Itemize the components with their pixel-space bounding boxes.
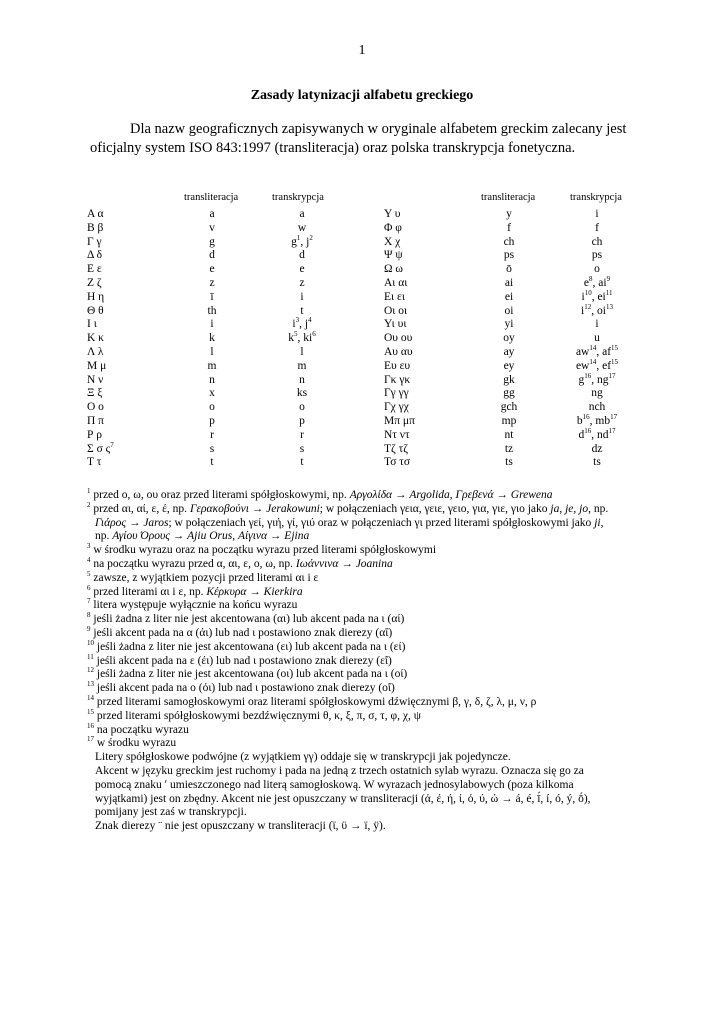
transcription: $i^3$, $j^4$ [292,316,312,331]
greek-letter: Β β [87,221,104,234]
transcription: z [299,276,305,289]
footnote-10: $^{10}$ jeśli żadna z liter nie jest akcentowana (ει) lub akcent pada na ι (εί) [87,638,406,653]
footnote-7: $^7$ litera występuje wyłącznie na końcu wyrazu [87,597,298,612]
greek-letter: Ζ ζ [87,276,102,289]
transcription: u [594,332,600,345]
transliteration: z [209,276,215,289]
footnote-17: $^{17}$ w środku wyrazu [87,735,177,750]
footnote-5: $^5$ zawsze, z wyjątkiem pozycji przed literami αι i ε [87,569,319,584]
footnote-14: $^{14}$ przed literami samogłoskowymi oraz literami spółgłoskowymi dźwięcznymi β, γ, δ, ζ, λ, μ, ν, ρ [87,694,537,708]
transcription: f [595,221,599,234]
footnote-2: $^2$ przed αι, αί, ε, έ, np. Γερακοβούνι → Jerakowuni; w połączeniach γεια, γειε, γειο, για, γιε, γιο jako ja, je, jo, np. [87,500,609,515]
transcription: i [595,208,599,220]
transliteration: mp [501,414,517,427]
footnote-4: $^4$ na początku wyrazu przed α, αι, ε, ο, ω, np. Ιωάννινα → Joanina [87,556,393,570]
footnotes [87,489,647,834]
transliteration: p [209,414,215,427]
transcription: $i^{10}$, $ei^{11}$ [581,288,613,303]
greek-letter: Γγ γγ [384,387,409,400]
transliteration: ei [504,290,514,303]
greek-letter: Ι ι [87,318,97,331]
greek-letter: Π π [87,414,104,427]
transcription: ng [591,387,603,400]
greek-letter: Οι οι [384,304,408,317]
footnote-8: $^8$ jeśli żadna z liter nie jest akcentowana (αι) lub akcent pada na ι (αί) [87,611,405,626]
greek-letter: Φ φ [384,221,402,234]
transcription: s [299,442,305,455]
transcription: ks [296,387,308,400]
transcription: $g^{16}$, $ng^{17}$ [578,371,616,386]
greek-letter: Μπ μπ [384,414,415,427]
greek-letter: Τζ τζ [384,442,409,455]
transliteration: oy [503,332,515,345]
greek-letter: Ε ε [87,263,102,276]
final-note-3: pomocą znaku ʹ umieszczonego nad literą samogłoskową. W wyrazach jednosylabowych (poza kilkoma [95,778,574,791]
greek-letter: Η η [87,290,105,303]
greek-letter: Κ κ [87,332,104,345]
transliteration: ō [506,263,512,276]
transcription: r [300,428,304,441]
footnote-9: $^9$ jeśli akcent pada na α (άι) lub nad ι postawiono znak dierezy (αΐ) [87,625,393,639]
transliteration: t [210,456,214,469]
greek-letter: Αυ αυ [384,345,413,358]
transliteration: d [209,249,215,262]
transliteration: ī [210,290,214,303]
footnote-15: $^{15}$ przed literami spółgłoskowymi bezdźwięcznymi θ, κ, ξ, π, σ, τ, φ, χ, ψ [87,707,421,722]
footnote-3: $^3$ w środku wyrazu oraz na początku wyrazu przed literami spółgłoskowymi [87,542,437,557]
transliteration: ts [505,456,513,469]
transcription: m [297,359,307,372]
greek-letter: Δ δ [87,249,103,262]
transcription: nch [588,401,606,414]
intro-paragraph: Dla nazw geograficznych zapisywanych w oryginale alfabetem greckim zalecany jest oficjalny system ISO 843:1997 (transliteracja) oraz polska transkrypcja fonetyczna. [90,121,627,156]
transcription: w [297,221,307,234]
final-note-2: Akcent w języku greckim jest ruchomy i pada na jedną z trzech ostatnich sylab wyrazu. Oznacza się go za [95,764,584,777]
transliteration: ey [503,359,515,372]
transcription: o [594,263,600,276]
transcription: $d^{16}$, $nd^{17}$ [578,426,616,441]
transliteration: th [207,304,217,317]
footnote-12: $^{12}$ jeśli żadna z liter nie jest akcentowana (οι) lub akcent pada na ι (οί) [87,666,408,681]
greek-letter: Τσ τσ [384,456,411,469]
greek-letter: Ψ ψ [384,249,403,262]
right-header-translit: transliteracja [481,192,536,203]
transcription: $k^5$, $ki^6$ [288,330,316,345]
footnote-16: $^{16}$ na początku wyrazu [87,721,189,736]
transliteration: y [506,208,512,220]
greek-letter: Ω ω [384,263,403,276]
transcription: $i^{12}$, $oi^{13}$ [581,302,613,317]
transcription: o [299,401,305,414]
greek-letter: Ευ ευ [384,359,411,372]
greek-letter: Ν ν [87,373,104,386]
transliteration: yi [504,318,514,331]
footnote-6: $^6$ przed literami αι i ε, np. Κέρκυρα → Kierkira [87,583,303,598]
transliteration: gg [503,387,515,400]
transliteration: e [209,263,215,276]
footnote-11: $^{11}$ jeśli akcent pada na ε (έι) lub nad ι postawiono znak dierezy (εΐ) [87,652,392,667]
transliteration: l [210,345,214,358]
greek-letter: Σ σ $\varsigma^7$ [87,440,114,455]
transcription: dz [591,442,603,455]
transcription: p [299,414,305,427]
transcription: e [299,263,305,276]
transliteration: g [209,235,215,248]
transcription: l [300,345,304,358]
transliteration: nt [504,428,514,441]
transliteration: s [209,442,215,455]
transliteration: x [209,387,215,400]
greek-letter: Υ υ [384,208,401,220]
left-header-transcr: transkrypcja [272,192,324,203]
transliteration: k [209,332,215,345]
transcription: ch [591,235,603,248]
transliteration: oi [504,304,514,317]
final-note-6: Znak dierezy ¨ nie jest opuszczany w transliteracji (ϊ, ϋ → ï, ÿ). [95,820,386,833]
transcription: $b^{16}$, $mb^{17}$ [576,413,618,427]
transcription: n [299,373,305,386]
transliteration: a [209,208,215,220]
transliteration: o [209,401,215,414]
greek-letter: Μ μ [87,359,107,372]
right-header-transcr: transkrypcja [570,192,622,203]
greek-letter: Θ θ [87,304,104,317]
greek-letter: Χ χ [384,235,401,248]
footnote-2-cont2: np. Αγίου Όρους → Ajiu Orus, Αίγινα → Ejina [95,530,310,543]
page-number: 1 [358,43,366,58]
final-note-4: wyjątkami) jest on zbędny. Akcent nie jest opuszczany w transliteracji (ά, έ, ή, ί, ό, ύ, ώ → á, é, ī́, í, ó, ý, ṓ), [95,792,591,805]
left-header-translit: transliteracja [184,192,239,203]
transliteration: n [209,373,215,386]
transcription: ps [591,249,603,262]
transliteration: tz [504,442,514,455]
final-note-1: Litery spółgłoskowe podwójne (z wyjątkiem γγ) oddaje się w transkrypcji jak pojedyncze. [95,751,511,764]
greek-letter: Ξ ξ [87,387,103,400]
transcription: d [299,249,305,262]
transcription: t [300,456,304,469]
transliteration: gch [500,401,518,414]
transliteration: ch [503,235,515,248]
transliteration: ai [504,276,514,289]
footnote-1: $^1$ przed ο, ω, ου oraz przed literami spółgłoskowymi, np. Αργολίδα → Argolida, Γρεβενά → Grewena [87,487,553,501]
footnote-2-cont: Γιάρος → Jaros; w połączeniach γεί, γιή, γί, γιύ oraz w połączeniach γι przed literami spółgłoskowymi jako ji, [95,516,604,529]
transliteration: m [207,359,217,372]
transcription: $ew^{14}$, $ef^{15}$ [575,357,619,372]
greek-letter: Τ τ [87,456,102,469]
greek-letter: Λ λ [87,345,104,358]
transcription: t [300,304,304,317]
transliteration: ay [503,345,515,358]
final-note-5: pomijany jest zaś w transkrypcji. [95,806,247,819]
greek-letter: Ει ει [384,290,405,303]
greek-letter: Γ γ [87,235,102,248]
transcription: $aw^{14}$, $af^{15}$ [575,344,619,358]
greek-letter: Α α [87,208,104,220]
greek-letter: Γχ γχ [384,401,409,414]
greek-letter: Αι αι [384,276,408,289]
transliteration: v [209,221,215,234]
greek-letter: Ρ ρ [87,428,103,441]
greek-letter: Υι υι [384,318,407,331]
transliteration: i [210,318,214,331]
transcription: i [300,290,304,303]
transliteration: gk [503,373,515,386]
footnote-13: $^{13}$ jeśli akcent pada na ο (όι) lub nad ι postawiono znak dierezy (οΐ) [87,680,395,695]
transcription: ts [593,456,601,469]
transcription: a [299,208,305,220]
transliteration: f [507,221,511,234]
greek-letter: Γκ γκ [384,373,411,386]
transcription: $e^8$, $ai^9$ [583,275,611,289]
transcription: i [595,318,599,331]
greek-letter: Ντ ντ [384,428,410,441]
transliteration: r [210,428,214,441]
document-title: Zasady latynizacji alfabetu greckiego [250,88,474,103]
greek-letter: Ο ο [87,401,104,414]
transcription: $g^1$, $j^2$ [291,233,313,248]
transliteration: ps [503,249,515,262]
greek-letter: Ου ου [384,332,413,345]
